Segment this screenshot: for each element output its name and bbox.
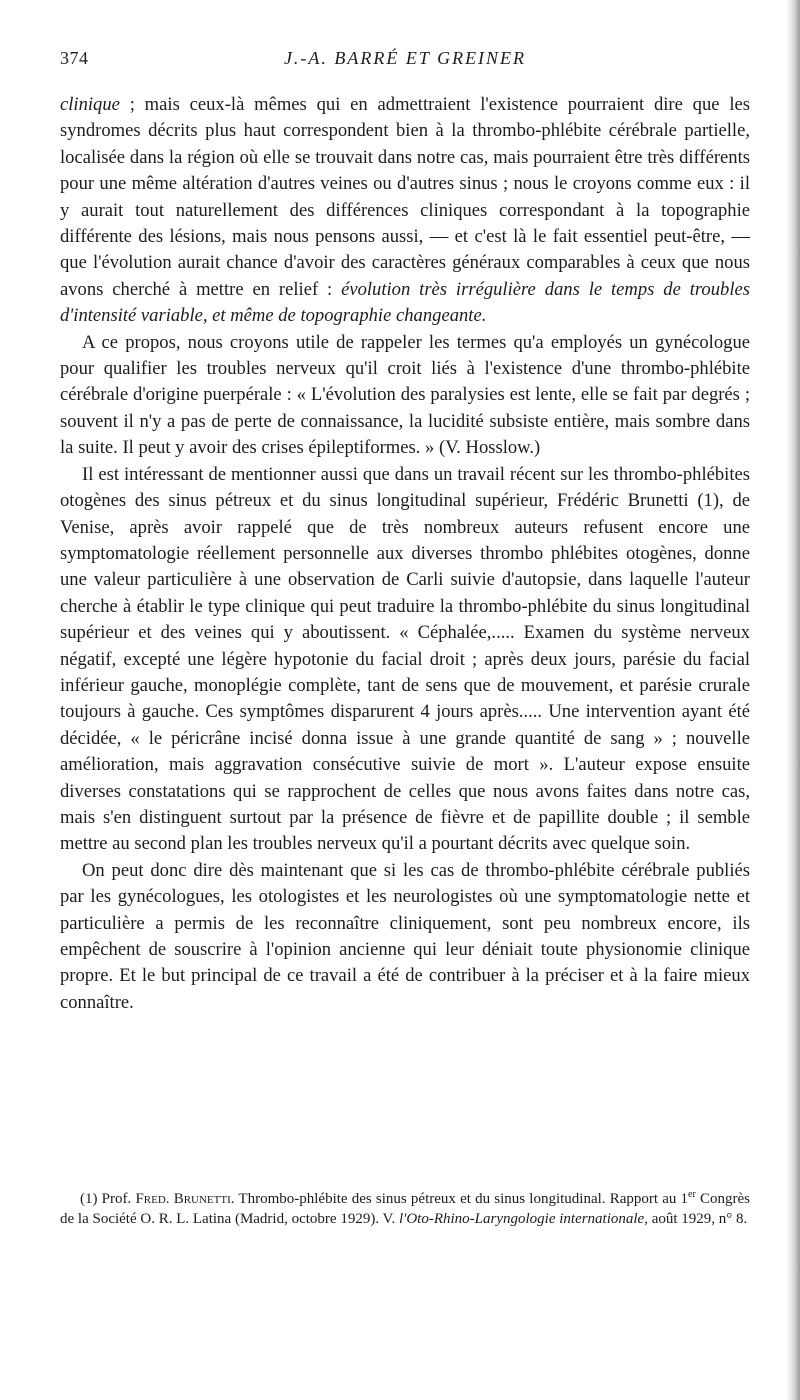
paragraph-1-text: ; mais ceux-là mêmes qui en admettraient l'existence pourraient dire que les syndromes décrits plus haut correspondent bien à la thrombo-phlébite cérébrale partielle, localisée dans la région où elle se trouvait dans notre cas, mais pourraient être très différents pour une même altération d'autres veines ou d'autres sinus ; nous le croyons comme eux : il y aurait tout naturellement des différences cliniques correspondant à la topographie différente des lésions, mais nous pensons aussi, — et c'est là le fait essentiel peut-être, — que l'évolution aurait chance d'avoir des caractères généraux comparables à ceux que nous avons cherché à mettre en relief : [60,94,750,300]
footnote-superscript: er [688,1189,696,1200]
footnote-text-3: août 1929, n° 8. [647,1210,748,1227]
footnotes [60,1190,750,1229]
running-head: J.-A. BARRÉ ET GREINER [283,48,527,68]
paragraph-1 [60,92,750,330]
page-number: 374 [60,48,89,68]
paragraph-3: Il est intéressant de mentionner aussi que dans un travail récent sur les thrombo-phlébites otogènes des sinus pétreux et du sinus longitudinal supérieur, Frédéric Brunetti (1), de Venise, après avoir rappelé que de très nombreux auteurs refusent encore une symptomatologie réellement personnelle aux diverses thrombo phlébites otogènes, donne une valeur particulière à une observation de Carli suivie d'autopsie, dans laquelle l'auteur cherche à établir le type clinique qui peut traduire la thrombo-phlébite du sinus longitudinal supérieur et des veines qui y aboutissent. « Céphalée,..... Examen du système nerveux négatif, excepté une légère hypotonie du facial droit ; après deux jours, parésie du facial inférieur gauche, monoplégie complète, tant de sens que de mouvement, et parésie crurale toujours à gauche. Ces symptômes disparurent 4 jours après..... Une intervention ayant été décidée, « le péricrâne incisé donna issue à une grande quantité de sang » ; nouvelle amélioration, mais aggravation consécutive suivie de mort ». L'auteur expose ensuite diverses constatations qui se rapprochent de celles que nous avons faites dans notre cas, mais s'en distinguent surtout par la présence de fièvre et de papillite double ; il semble mettre au second plan les troubles nerveux qu'il a pourtant décrits avec quelque soin. [60,463,750,855]
paragraph-1-lead-italic: clinique [60,94,120,115]
footnote-text-2: Congrès de la Société O. R. L. Latina (Madrid, octobre 1929). V. [60,1191,751,1227]
page-header [60,48,750,74]
footnote-text-1: Thrombo-phlébite des sinus pétreux et du sinus longitudinal. Rapport au 1 [234,1191,689,1207]
footnote-1 [60,1190,750,1229]
footnote-marker: (1) Prof. [80,1191,136,1207]
page-edge-shadow [786,0,800,1400]
footnote-author: Fred. Brunetti. [135,1191,235,1207]
paragraph-2: A ce propos, nous croyons utile de rappeler les termes qu'a employés un gynécologue pour qualifier les troubles nerveux qu'il croit liés à l'existence d'une thrombo-phlébite cérébrale d'origine puerpérale : « L'évolution des paralysies est lente, elle se fait par degrés ; souvent il n'y a pas de perte de connaissance, la lucidité subsiste entière, mais sombre dans la suite. Il peut y avoir des crises épileptiformes. » (V. Hosslow.) [60,331,750,459]
paragraph-1-emphasis: évolution très irrégulière dans le temps de troubles d'intensité variable, et même de topographie changeante. [60,278,750,327]
body-text [60,92,750,1016]
paragraph-4: On peut donc dire dès maintenant que si les cas de thrombo-phlébite cérébrale publiés par les gynécologues, les otologistes et les neurologistes où une symptomatologie nette et particulière a permis de les reconnaître cliniquement, sont peu nombreux encore, ils empêchent de souscrire à l'opinion ancienne qui leur déniait toute physionomie clinique propre. Et le but principal de ce travail a été de contribuer à la préciser et à la faire mieux connaître. [60,859,750,1013]
footnote-journal: l'Oto-Rhino-Laryngologie internationale, [398,1210,648,1227]
